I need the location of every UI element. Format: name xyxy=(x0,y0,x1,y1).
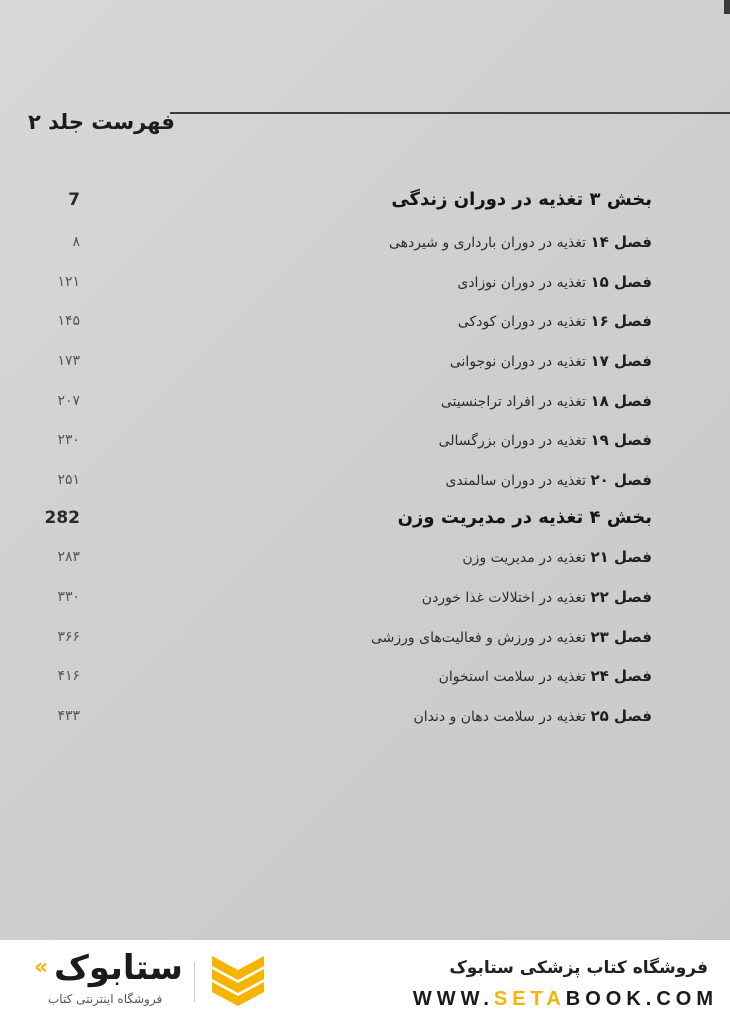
toc-entry-title xyxy=(450,349,652,374)
toc-chapter-row[interactable] xyxy=(0,664,730,688)
toc-entry-label: فصل ۱۹ xyxy=(590,431,652,449)
toc-entry-title xyxy=(445,468,652,493)
toc-entry-text: تغذیه در دوران نوزادی xyxy=(457,275,587,291)
toc-entry-text: تغذیه در مدیریت وزن xyxy=(397,507,584,528)
toc-page-number: ۲۳۰ xyxy=(57,432,80,448)
toc-entry-text: تغذیه در ورزش و فعالیت‌های ورزشی xyxy=(370,630,587,646)
toc-page-number: ۳۶۶ xyxy=(57,629,80,645)
toc-page-number: ۸ xyxy=(72,234,80,250)
toc-chapter-row[interactable] xyxy=(0,468,730,492)
toc-title-rule xyxy=(170,112,730,114)
toc-chapter-row[interactable] xyxy=(0,428,730,452)
toc-entry-label: فصل ۲۱ xyxy=(590,548,652,566)
toc-entry-title xyxy=(462,545,652,570)
toc-entry-label: فصل ۱۸ xyxy=(590,392,652,410)
toc-entry-text: تغذیه در سلامت دهان و دندان xyxy=(413,709,587,725)
toc-entry-title xyxy=(458,309,652,334)
page-edge-mark xyxy=(724,0,730,14)
toc-entry-text: تغذیه در افراد تراجنسیتی xyxy=(440,394,587,410)
toc-page-number: ۴۳۳ xyxy=(57,708,80,724)
url-prefix: WWW. xyxy=(412,988,494,1010)
toc-entry-title xyxy=(441,389,652,414)
toc-entry-title xyxy=(457,270,652,295)
toc-page-number: ۳۳۰ xyxy=(57,589,80,605)
toc-entry-text: تغذیه در دوران بزرگسالی xyxy=(438,433,587,449)
toc-entry-title xyxy=(391,188,652,212)
url-suffix: BOOK.COM xyxy=(565,988,718,1010)
toc-entry-title xyxy=(398,506,652,530)
toc-entry-title xyxy=(371,625,652,650)
brand-name: ستابوک xyxy=(54,948,183,988)
toc-entry-label: فصل ۲۵ xyxy=(590,707,652,725)
toc-entry-text: تغذیه در دوران بارداری و شیردهی xyxy=(388,235,587,251)
toc-part-row[interactable] xyxy=(0,188,730,212)
logo-divider xyxy=(194,962,195,1002)
toc-chapter-row[interactable] xyxy=(0,585,730,609)
shop-footer xyxy=(0,940,730,1024)
toc-entry-title xyxy=(439,428,652,453)
toc-entry-title xyxy=(413,704,652,729)
toc-entry-label: فصل ۱۴ xyxy=(590,233,652,251)
toc-entry-text: تغذیه در دوران زندگی xyxy=(391,189,584,210)
url-highlight: SETA xyxy=(493,988,566,1010)
toc-entry-label: بخش ۳ xyxy=(589,189,652,210)
toc-entry-text: تغذیه در دوران کودکی xyxy=(457,314,587,330)
brand-tagline: فروشگاه اینترنتی کتاب xyxy=(48,992,163,1006)
toc-entry-text: تغذیه در مدیریت وزن xyxy=(462,550,587,566)
toc-entry-label: بخش ۴ xyxy=(589,507,652,528)
toc-entry-title xyxy=(439,664,652,689)
toc-entry-label: فصل ۲۲ xyxy=(590,588,652,606)
toc-entry-title xyxy=(389,230,652,255)
toc-entry-text: تغذیه در سلامت استخوان xyxy=(438,669,587,685)
toc-chapter-row[interactable] xyxy=(0,389,730,413)
toc-chapter-row[interactable] xyxy=(0,704,730,728)
toc-chapter-row[interactable] xyxy=(0,230,730,254)
toc-entry-label: فصل ۲۳ xyxy=(590,628,652,646)
toc-entry-label: فصل ۱۵ xyxy=(590,273,652,291)
toc-page-number: ۲۵۱ xyxy=(57,472,80,488)
toc-page-number: ۱۴۵ xyxy=(57,313,80,329)
toc-entry-title xyxy=(422,585,652,610)
toc-chapter-row[interactable] xyxy=(0,545,730,569)
toc-page-number: ۴۱۶ xyxy=(57,668,80,684)
toc-entry-text: تغذیه در اختلالات غذا خوردن xyxy=(421,590,587,606)
toc-entry-label: فصل ۱۶ xyxy=(590,312,652,330)
toc-part-row[interactable] xyxy=(0,506,730,530)
shop-name: فروشگاه کتاب پزشکی ستابوک xyxy=(449,958,708,978)
toc-page-number: 282 xyxy=(44,508,80,528)
toc-entry-label: فصل ۲۰ xyxy=(590,471,652,489)
toc-chapter-row[interactable] xyxy=(0,270,730,294)
toc-chapter-row[interactable] xyxy=(0,349,730,373)
toc-page-number: ۱۷۳ xyxy=(57,353,80,369)
shop-url[interactable] xyxy=(413,988,718,1011)
toc-entry-label: فصل ۲۴ xyxy=(590,667,652,685)
stacked-chevrons-icon xyxy=(206,952,270,1010)
toc-chapter-row[interactable] xyxy=(0,625,730,649)
toc-entry-label: فصل ۱۷ xyxy=(590,352,652,370)
toc-page-number: ۱۲۱ xyxy=(57,274,80,290)
toc-title: فهرست جلد ۲ xyxy=(28,110,175,134)
toc-page-number: ۲۸۳ xyxy=(57,549,80,565)
toc-entry-text: تغذیه در دوران سالمندی xyxy=(445,473,587,489)
toc-page-number: ۲۰۷ xyxy=(57,393,80,409)
brand-arrows-icon: « xyxy=(34,955,49,980)
toc-page-number: 7 xyxy=(68,190,80,210)
toc-chapter-row[interactable] xyxy=(0,309,730,333)
toc-entry-text: تغذیه در دوران نوجوانی xyxy=(449,354,587,370)
